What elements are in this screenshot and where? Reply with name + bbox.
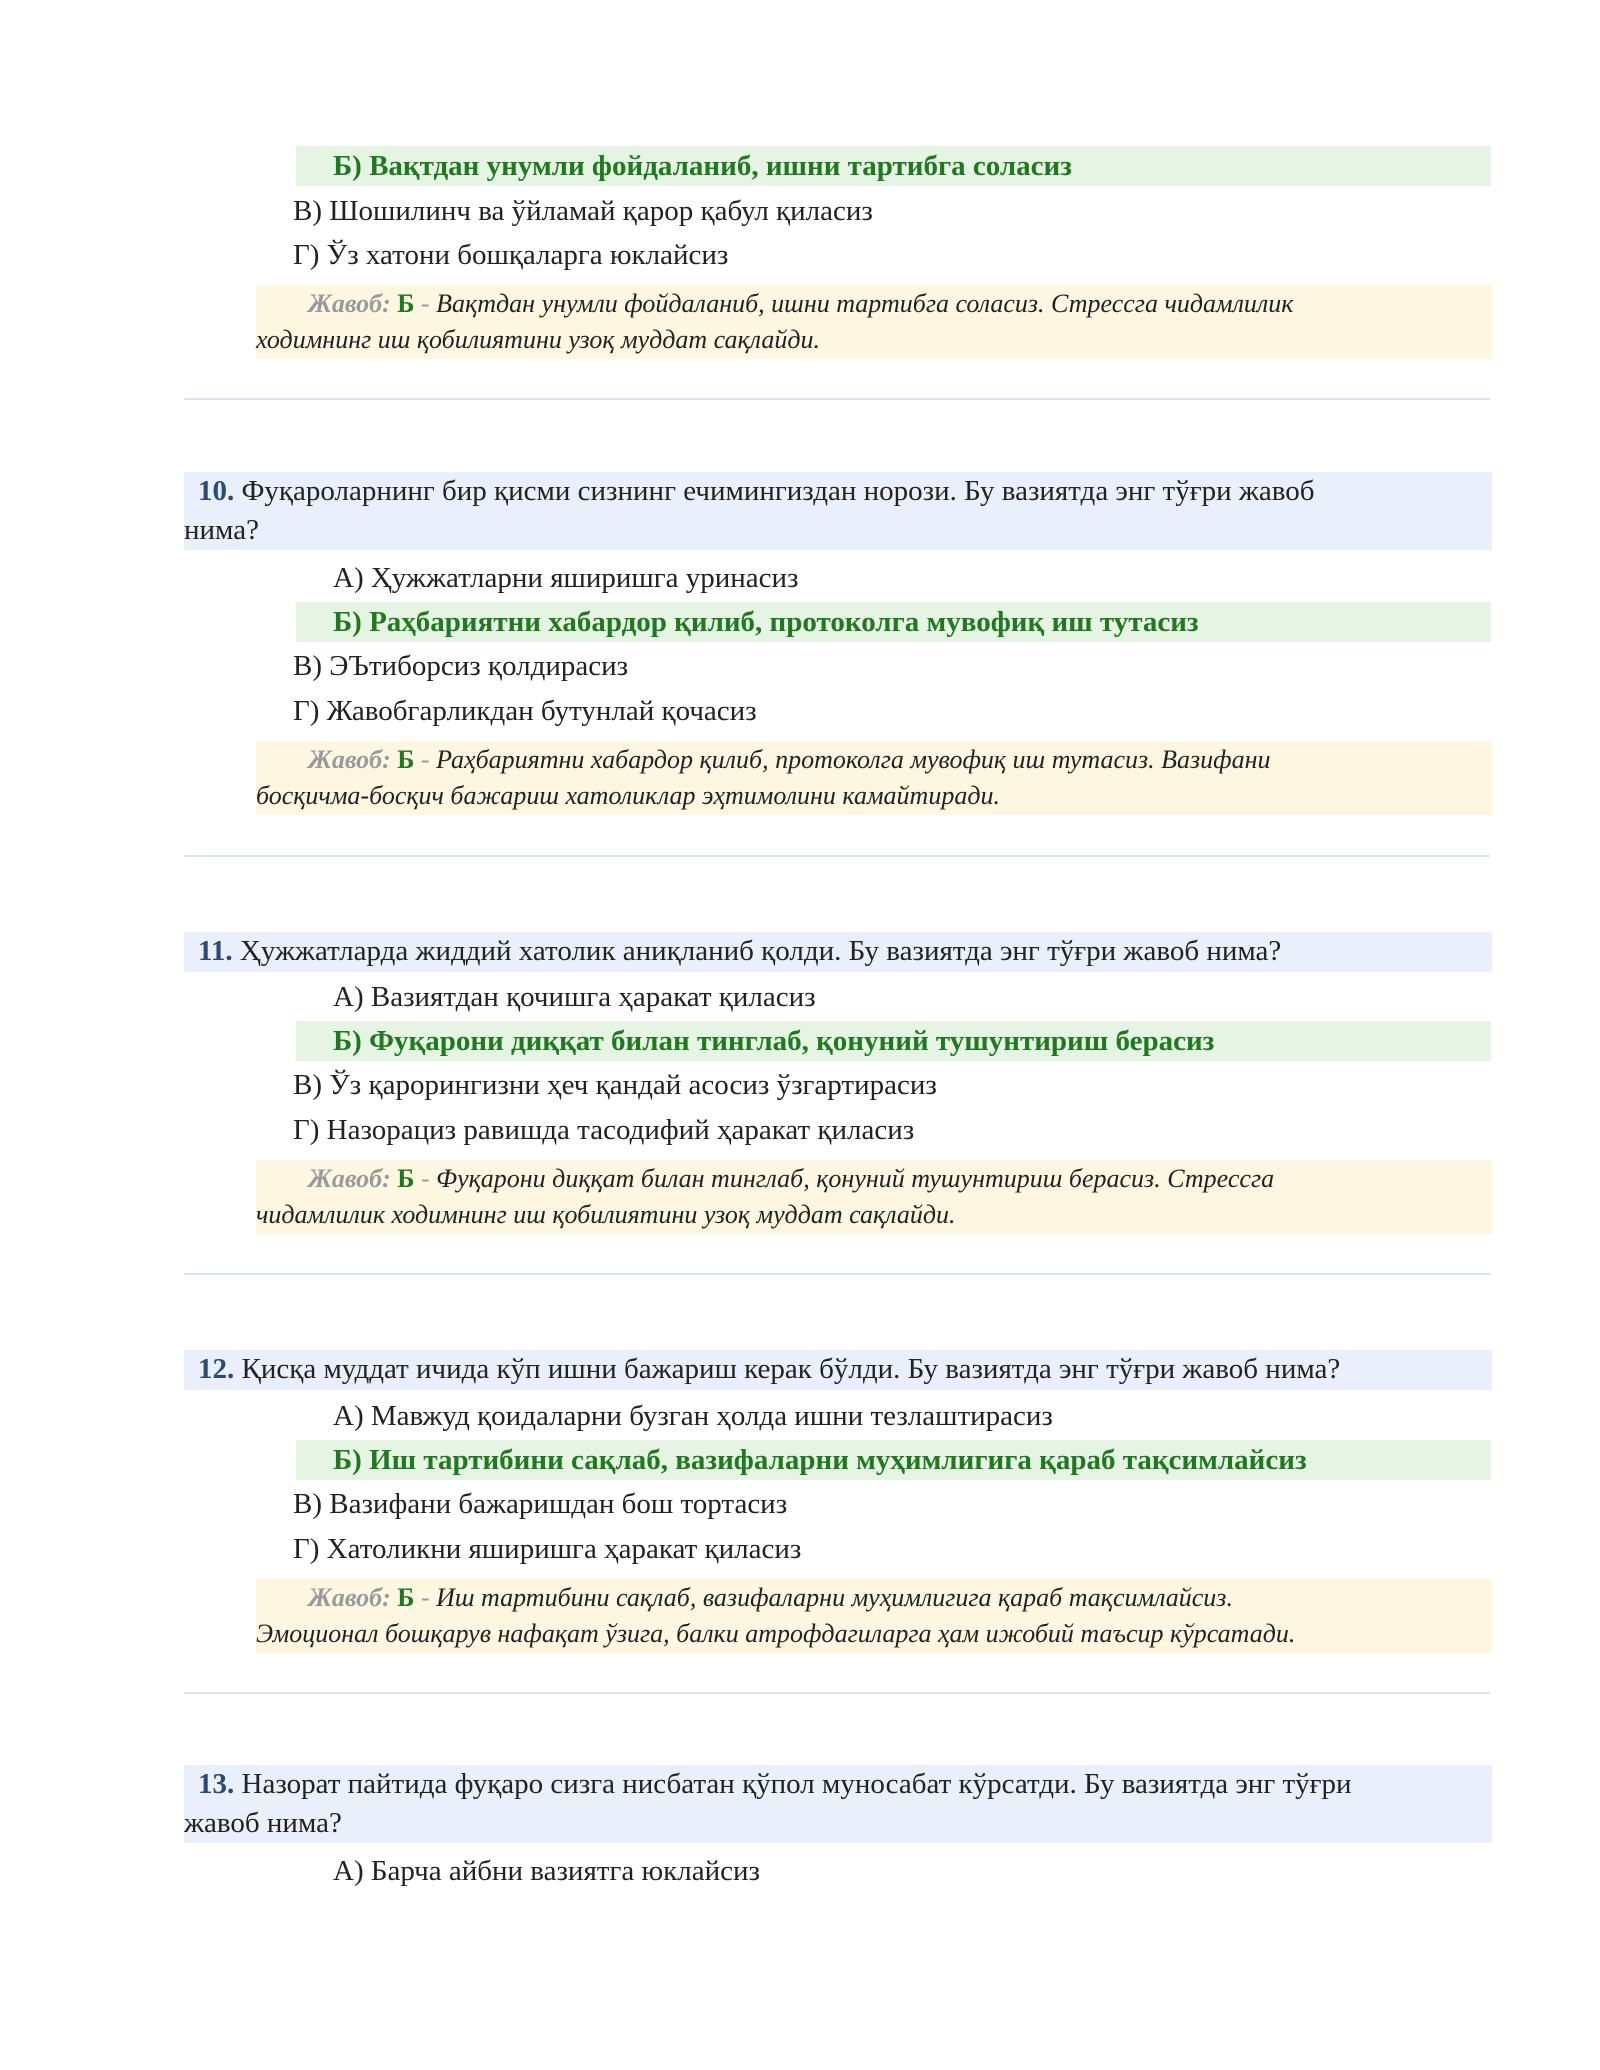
- answer-dash: -: [420, 745, 430, 774]
- answer-label: Жавоб:: [308, 1583, 391, 1612]
- q10-number: 10.: [198, 475, 235, 507]
- q12-text-line1: Қисқа муддат ичида кўп ишни бажариш керак бўлди. Бу вазиятда энг тўғри жавоб нима?: [241, 1353, 1341, 1385]
- q11-text-line1: Ҳужжатларда жиддий хатолик аниқланиб қолди. Бу вазиятда энг тўғри жавоб нима?: [239, 935, 1282, 967]
- q9-answer-box: [256, 285, 1492, 359]
- q9-option-v: В) Шошилинч ва ўйламай қарор қабул қиласиз: [293, 195, 873, 227]
- q12-number: 12.: [198, 1353, 235, 1385]
- answer-text-line2: ходимнинг иш қобилиятини узоқ муддат сақлайди.: [256, 325, 820, 354]
- q10-option-v: В) ЭЪтиборсиз қолдирасиз: [293, 650, 629, 682]
- q11-option-a: А) Вазиятдан қочишга ҳаракат қиласиз: [333, 981, 816, 1013]
- answer-text-line1: Иш тартибини сақлаб, вазифаларни муҳимлигига қараб тақсимлайсиз.: [436, 1583, 1233, 1612]
- separator: [184, 1692, 1490, 1694]
- q12-answer-box: [256, 1579, 1492, 1653]
- separator: [184, 398, 1490, 400]
- q13-text-line2: жавоб нима?: [184, 1807, 342, 1839]
- q13-text-line1: Назорат пайтида фуқаро сизга нисбатан қўпол муносабат кўрсатди. Бу вазиятда энг тўғри: [241, 1768, 1352, 1800]
- q12-option-g: Г) Хатоликни яширишга ҳаракат қиласиз: [293, 1533, 802, 1565]
- separator: [184, 855, 1490, 857]
- q9-option-g: Г) Ўз хатони бошқаларга юклайсиз: [293, 239, 729, 271]
- q12-option-b-text: Б) Иш тартибини сақлаб, вазифаларни муҳимлигига қараб тақсимлайсиз: [333, 1444, 1307, 1476]
- answer-dash: -: [420, 289, 430, 318]
- q12-question-box: [184, 1350, 1492, 1390]
- q10-option-g: Г) Жавобгарликдан бутунлай қочасиз: [293, 695, 757, 727]
- answer-text-line2: чидамлилик ходимнинг иш қобилиятини узоқ муддат сақлайди.: [256, 1200, 956, 1229]
- q10-question-box: [184, 472, 1492, 550]
- answer-text-line1: Вақтдан унумли фойдаланиб, ишни тартибга соласиз. Стрессга чидамлилик: [436, 289, 1294, 318]
- answer-dash: -: [420, 1583, 430, 1612]
- q9-option-b-correct: [296, 146, 1491, 186]
- q10-answer-box: [256, 741, 1492, 815]
- q13-question-box: [184, 1765, 1492, 1843]
- answer-label: Жавоб:: [308, 745, 391, 774]
- answer-letter: Б: [397, 1583, 415, 1612]
- answer-text-line1: Фуқарони диққат билан тинглаб, қонуний тушунтириш берасиз. Стрессга: [436, 1164, 1275, 1193]
- q10-option-b-correct: [296, 602, 1491, 642]
- answer-label: Жавоб:: [308, 1164, 391, 1193]
- answer-text-line1: Раҳбариятни хабардор қилиб, протоколга мувофиқ иш тутасиз. Вазифани: [436, 745, 1271, 774]
- q11-option-g: Г) Назорациз равишда тасодифий ҳаракат қиласиз: [293, 1114, 915, 1146]
- answer-text-line2: босқичма-босқич бажариш хатоликлар эҳтимолини камайтиради.: [256, 781, 1000, 810]
- q10-option-b-text: Б) Раҳбариятни хабардор қилиб, протоколга мувофиқ иш тутасиз: [333, 606, 1199, 638]
- answer-letter: Б: [397, 289, 415, 318]
- q10-text-line1: Фуқароларнинг бир қисми сизнинг ечимингиздан норози. Бу вазиятда энг тўғри жавоб: [241, 475, 1315, 507]
- q10-text-line2: нима?: [184, 514, 259, 546]
- answer-letter: Б: [397, 745, 415, 774]
- q9-option-b-text: Б) Вақтдан унумли фойдаланиб, ишни тартибга соласиз: [333, 150, 1072, 182]
- q11-option-b-correct: [296, 1021, 1491, 1061]
- q12-option-a: А) Мавжуд қоидаларни бузган ҳолда ишни тезлаштирасиз: [333, 1400, 1053, 1432]
- q10-option-a: А) Ҳужжатларни яширишга уринасиз: [333, 562, 799, 594]
- q13-number: 13.: [198, 1768, 235, 1800]
- q11-question-box: [184, 932, 1492, 972]
- answer-dash: -: [420, 1164, 430, 1193]
- q12-option-v: В) Вазифани бажаришдан бош тортасиз: [293, 1488, 788, 1520]
- q11-answer-box: [256, 1160, 1492, 1234]
- answer-letter: Б: [397, 1164, 415, 1193]
- q11-number: 11.: [198, 935, 233, 967]
- separator: [184, 1273, 1490, 1275]
- q11-option-v: В) Ўз қарорингизни ҳеч қандай асосиз ўзгартирасиз: [293, 1069, 937, 1101]
- q11-option-b-text: Б) Фуқарони диққат билан тинглаб, қонуний тушунтириш берасиз: [333, 1025, 1215, 1057]
- q13-option-a: А) Барча айбни вазиятга юклайсиз: [333, 1855, 760, 1887]
- q12-option-b-correct: [296, 1440, 1491, 1480]
- answer-label: Жавоб:: [308, 289, 391, 318]
- answer-text-line2: Эмоционал бошқарув нафақат ўзига, балки атрофдагиларга ҳам ижобий таъсир кўрсатади.: [256, 1619, 1296, 1648]
